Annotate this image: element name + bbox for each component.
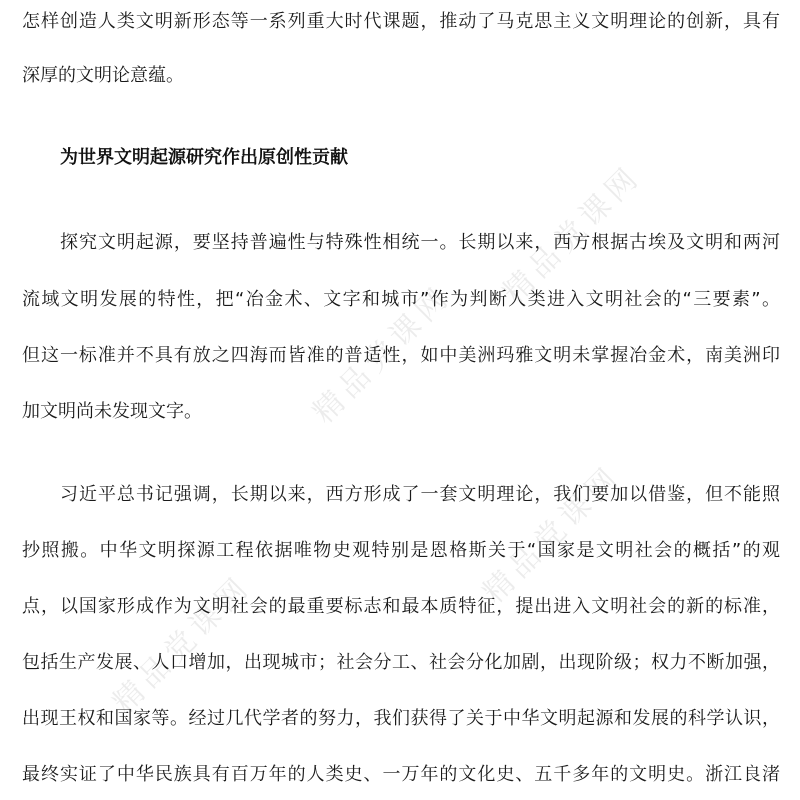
body-text-line: 流域文明发展的特性，把“冶金术、文字和城市”作为判断人类进入文明社会的“三要素”。 xyxy=(22,289,780,310)
watermark: 精品党课网 xyxy=(106,568,259,721)
watermark: 精品党课网 xyxy=(476,458,629,611)
body-text-line: 习近平总书记强调，长期以来，西方形成了一套文明理论，我们要加以借鉴，但不能照 xyxy=(60,484,780,505)
body-text-line: 包括生产发展、人口增加，出现城市；社会分工、社会分化加剧，出现阶级；权力不断加强， xyxy=(22,652,780,673)
body-text-line: 抄照搬。中华文明探源工程依据唯物史观特别是恩格斯关于“国家是文明社会的概括”的观 xyxy=(22,540,780,561)
body-text-line: 最终实证了中华民族具有百万年的人类史、一万年的文化史、五千多年的文明史。浙江良渚 xyxy=(22,764,780,785)
section-heading: 为世界文明起源研究作出原创性贡献 xyxy=(60,147,348,168)
body-text-line: 点，以国家形成作为文明社会的最重要标志和最本质特征，提出进入文明社会的新的标准， xyxy=(22,596,780,617)
body-text-line: 出现王权和国家等。经过几代学者的努力，我们获得了关于中华文明起源和发展的科学认识， xyxy=(22,708,780,729)
body-text-line: 探究文明起源，要坚持普遍性与特殊性相统一。长期以来，西方根据古埃及文明和两河 xyxy=(60,232,780,253)
body-text-line: 但这一标准并不具有放之四海而皆准的普适性，如中美洲玛雅文明未掌握冶金术，南美洲印 xyxy=(22,345,780,366)
body-text-line: 深厚的文明论意蕴。 xyxy=(22,65,184,86)
watermark: 精品党课网 xyxy=(306,278,459,431)
body-text-line: 怎样创造人类文明新形态等一系列重大时代课题，推动了马克思主义文明理论的创新，具有 xyxy=(22,11,780,32)
body-text-line: 加文明尚未发现文字。 xyxy=(22,401,202,422)
watermark: 精品党课网 xyxy=(496,158,649,311)
